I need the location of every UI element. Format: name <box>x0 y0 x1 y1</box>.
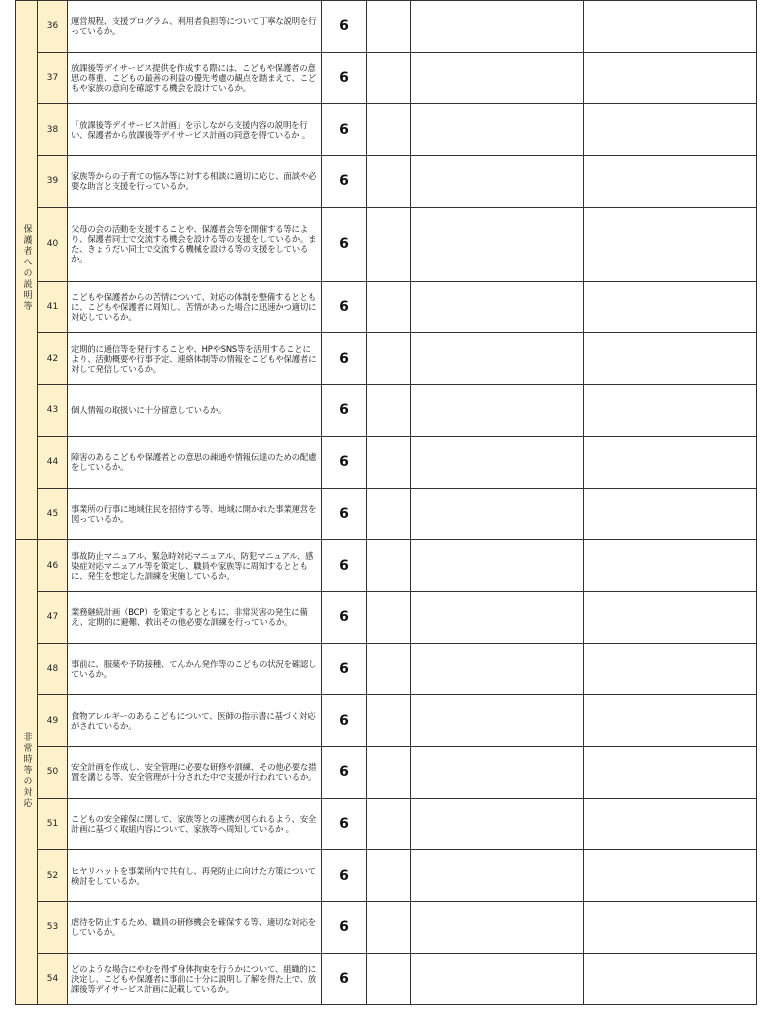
item-number: 54 <box>38 953 68 1005</box>
response-count: 6 <box>322 695 367 747</box>
item-question: 業務継続計画（BCP）を策定するとともに、非常災害の発生に備え、定期的に避難、救出その他必要な訓練を行っているか。 <box>68 591 322 643</box>
blank-cell-2 <box>411 902 584 954</box>
table-row <box>16 52 757 104</box>
blank-cell-1 <box>367 52 411 104</box>
table-row <box>16 488 757 540</box>
blank-cell-3 <box>584 798 757 850</box>
item-question: 家族等からの子育ての悩み等に対する相談に適切に応じ、面談や必要な助言と支援を行っているか。 <box>68 156 322 208</box>
item-question: 食物アレルギーのあるこどもについて、医師の指示書に基づく対応がされているか。 <box>68 695 322 747</box>
item-number: 39 <box>38 156 68 208</box>
blank-cell-1 <box>367 540 411 592</box>
item-question: 事故防止マニュアル、緊急時対応マニュアル、防犯マニュアル、感染症対応マニュアル等を策定し、職員や家族等に周知するとともに、発生を想定した訓練を実施しているか。 <box>68 540 322 592</box>
blank-cell-3 <box>584 52 757 104</box>
item-number: 53 <box>38 902 68 954</box>
category-label: 非常時等の対応 <box>21 731 32 809</box>
blank-cell-1 <box>367 746 411 798</box>
table-row <box>16 540 757 592</box>
item-number: 37 <box>38 52 68 104</box>
response-count: 6 <box>322 798 367 850</box>
blank-cell-3 <box>584 591 757 643</box>
blank-cell-2 <box>411 281 584 333</box>
table-row <box>16 1 757 53</box>
response-count: 6 <box>322 643 367 695</box>
blank-cell-1 <box>367 850 411 902</box>
table-row <box>16 591 757 643</box>
table-row <box>16 798 757 850</box>
blank-cell-3 <box>584 385 757 437</box>
blank-cell-3 <box>584 207 757 281</box>
category-cell <box>16 1 38 540</box>
response-count: 6 <box>322 281 367 333</box>
item-number: 50 <box>38 746 68 798</box>
response-count: 6 <box>322 540 367 592</box>
blank-cell-2 <box>411 488 584 540</box>
blank-cell-1 <box>367 591 411 643</box>
table-row <box>16 850 757 902</box>
item-question: 安全計画を作成し、安全管理に必要な研修や訓練、その他必要な措置を講じる等、安全管理が十分された中で支援が行われているか。 <box>68 746 322 798</box>
blank-cell-3 <box>584 902 757 954</box>
blank-cell-1 <box>367 1 411 53</box>
item-number: 52 <box>38 850 68 902</box>
blank-cell-2 <box>411 695 584 747</box>
blank-cell-1 <box>367 207 411 281</box>
blank-cell-3 <box>584 1 757 53</box>
table-row <box>16 333 757 385</box>
blank-cell-3 <box>584 156 757 208</box>
item-number: 36 <box>38 1 68 53</box>
item-question: 「放課後等デイサービス計画」を示しながら支援内容の説明を行い、保護者から放課後等デイサービス計画の同意を得ているか 。 <box>68 104 322 156</box>
table-row <box>16 156 757 208</box>
item-question: ヒヤリハットを事業所内で共有し、再発防止に向けた方策について検討をしているか。 <box>68 850 322 902</box>
item-number: 44 <box>38 436 68 488</box>
item-number: 42 <box>38 333 68 385</box>
blank-cell-2 <box>411 333 584 385</box>
blank-cell-2 <box>411 953 584 1005</box>
blank-cell-1 <box>367 385 411 437</box>
blank-cell-1 <box>367 798 411 850</box>
item-question: 放課後等デイサービス提供を作成する際には、こどもや保護者の意思の尊重、こどもの最善の利益の優先考慮の観点を踏まえて、こどもや家族の意向を確認する機会を設けているか。 <box>68 52 322 104</box>
blank-cell-2 <box>411 540 584 592</box>
item-question: 虐待を防止するため、職員の研修機会を確保する等、適切な対応をしているか。 <box>68 902 322 954</box>
blank-cell-3 <box>584 695 757 747</box>
blank-cell-1 <box>367 281 411 333</box>
item-question: こどもの安全確保に関して、家族等との連携が図られるよう、安全計画に基づく取組内容について、家族等へ周知しているか 。 <box>68 798 322 850</box>
evaluation-table <box>15 0 757 1005</box>
item-number: 48 <box>38 643 68 695</box>
item-question: 個人情報の取扱いに十分留意しているか。 <box>68 385 322 437</box>
response-count: 6 <box>322 436 367 488</box>
blank-cell-2 <box>411 104 584 156</box>
item-question: 事業所の行事に地域住民を招待する等、地域に開かれた事業運営を図っているか。 <box>68 488 322 540</box>
blank-cell-3 <box>584 436 757 488</box>
item-question: 定期的に通信等を発行することや、HPやSNS等を活用することにより、活動概要や行事予定、連絡体制等の情報をこどもや保護者に対して発信しているか。 <box>68 333 322 385</box>
blank-cell-3 <box>584 104 757 156</box>
table-row <box>16 902 757 954</box>
blank-cell-1 <box>367 488 411 540</box>
response-count: 6 <box>322 104 367 156</box>
blank-cell-2 <box>411 436 584 488</box>
category-label: 保護者への説明等 <box>21 224 32 313</box>
item-number: 49 <box>38 695 68 747</box>
item-number: 45 <box>38 488 68 540</box>
table-row <box>16 436 757 488</box>
response-count: 6 <box>322 746 367 798</box>
response-count: 6 <box>322 333 367 385</box>
table-row <box>16 746 757 798</box>
item-number: 51 <box>38 798 68 850</box>
blank-cell-2 <box>411 643 584 695</box>
blank-cell-1 <box>367 104 411 156</box>
item-question: こどもや保護者からの苦情について、対応の体制を整備するとともに、こどもや保護者に周知し、苦情があった場合に迅速かつ適切に対応しているか。 <box>68 281 322 333</box>
response-count: 6 <box>322 953 367 1005</box>
blank-cell-2 <box>411 850 584 902</box>
blank-cell-2 <box>411 385 584 437</box>
blank-cell-3 <box>584 746 757 798</box>
blank-cell-2 <box>411 798 584 850</box>
blank-cell-1 <box>367 643 411 695</box>
item-question: 運営規程、支援プログラム、利用者負担等について丁寧な説明を行っているか。 <box>68 1 322 53</box>
response-count: 6 <box>322 385 367 437</box>
table-body <box>16 1 757 1005</box>
blank-cell-3 <box>584 643 757 695</box>
table-row <box>16 281 757 333</box>
table-row <box>16 953 757 1005</box>
blank-cell-2 <box>411 52 584 104</box>
response-count: 6 <box>322 52 367 104</box>
response-count: 6 <box>322 902 367 954</box>
blank-cell-1 <box>367 695 411 747</box>
table-row <box>16 385 757 437</box>
blank-cell-3 <box>584 488 757 540</box>
category-cell <box>16 540 38 1005</box>
item-question: どのような場合にやむを得ず身体拘束を行うかについて、組織的に決定し、こどもや保護者に事前に十分に説明し了解を得た上で、放課後等デイサービス計画に記載しているか。 <box>68 953 322 1005</box>
item-number: 41 <box>38 281 68 333</box>
blank-cell-1 <box>367 902 411 954</box>
item-question: 父母の会の活動を支援することや、保護者会等を開催する等により、保護者同士で交流する機会を設ける等の支援をしているか。また、きょうだい同士で交流する機械を設ける等の支援をしているか。 <box>68 207 322 281</box>
item-number: 47 <box>38 591 68 643</box>
response-count: 6 <box>322 488 367 540</box>
response-count: 6 <box>322 850 367 902</box>
blank-cell-1 <box>367 953 411 1005</box>
table-row <box>16 104 757 156</box>
item-number: 43 <box>38 385 68 437</box>
blank-cell-3 <box>584 540 757 592</box>
blank-cell-2 <box>411 591 584 643</box>
blank-cell-2 <box>411 156 584 208</box>
blank-cell-1 <box>367 333 411 385</box>
response-count: 6 <box>322 1 367 53</box>
blank-cell-3 <box>584 850 757 902</box>
blank-cell-1 <box>367 156 411 208</box>
blank-cell-3 <box>584 953 757 1005</box>
evaluation-sheet <box>15 0 756 1005</box>
blank-cell-3 <box>584 333 757 385</box>
table-row <box>16 695 757 747</box>
item-question: 障害のあるこどもや保護者との意思の疎通や情報伝達のための配慮をしているか。 <box>68 436 322 488</box>
response-count: 6 <box>322 156 367 208</box>
response-count: 6 <box>322 591 367 643</box>
blank-cell-2 <box>411 207 584 281</box>
blank-cell-3 <box>584 281 757 333</box>
item-number: 40 <box>38 207 68 281</box>
blank-cell-1 <box>367 436 411 488</box>
response-count: 6 <box>322 207 367 281</box>
item-number: 38 <box>38 104 68 156</box>
table-row <box>16 207 757 281</box>
item-question: 事前に、服薬や予防接種、てんかん発作等のこどもの状況を確認しているか。 <box>68 643 322 695</box>
table-row <box>16 643 757 695</box>
blank-cell-2 <box>411 746 584 798</box>
blank-cell-2 <box>411 1 584 53</box>
item-number: 46 <box>38 540 68 592</box>
